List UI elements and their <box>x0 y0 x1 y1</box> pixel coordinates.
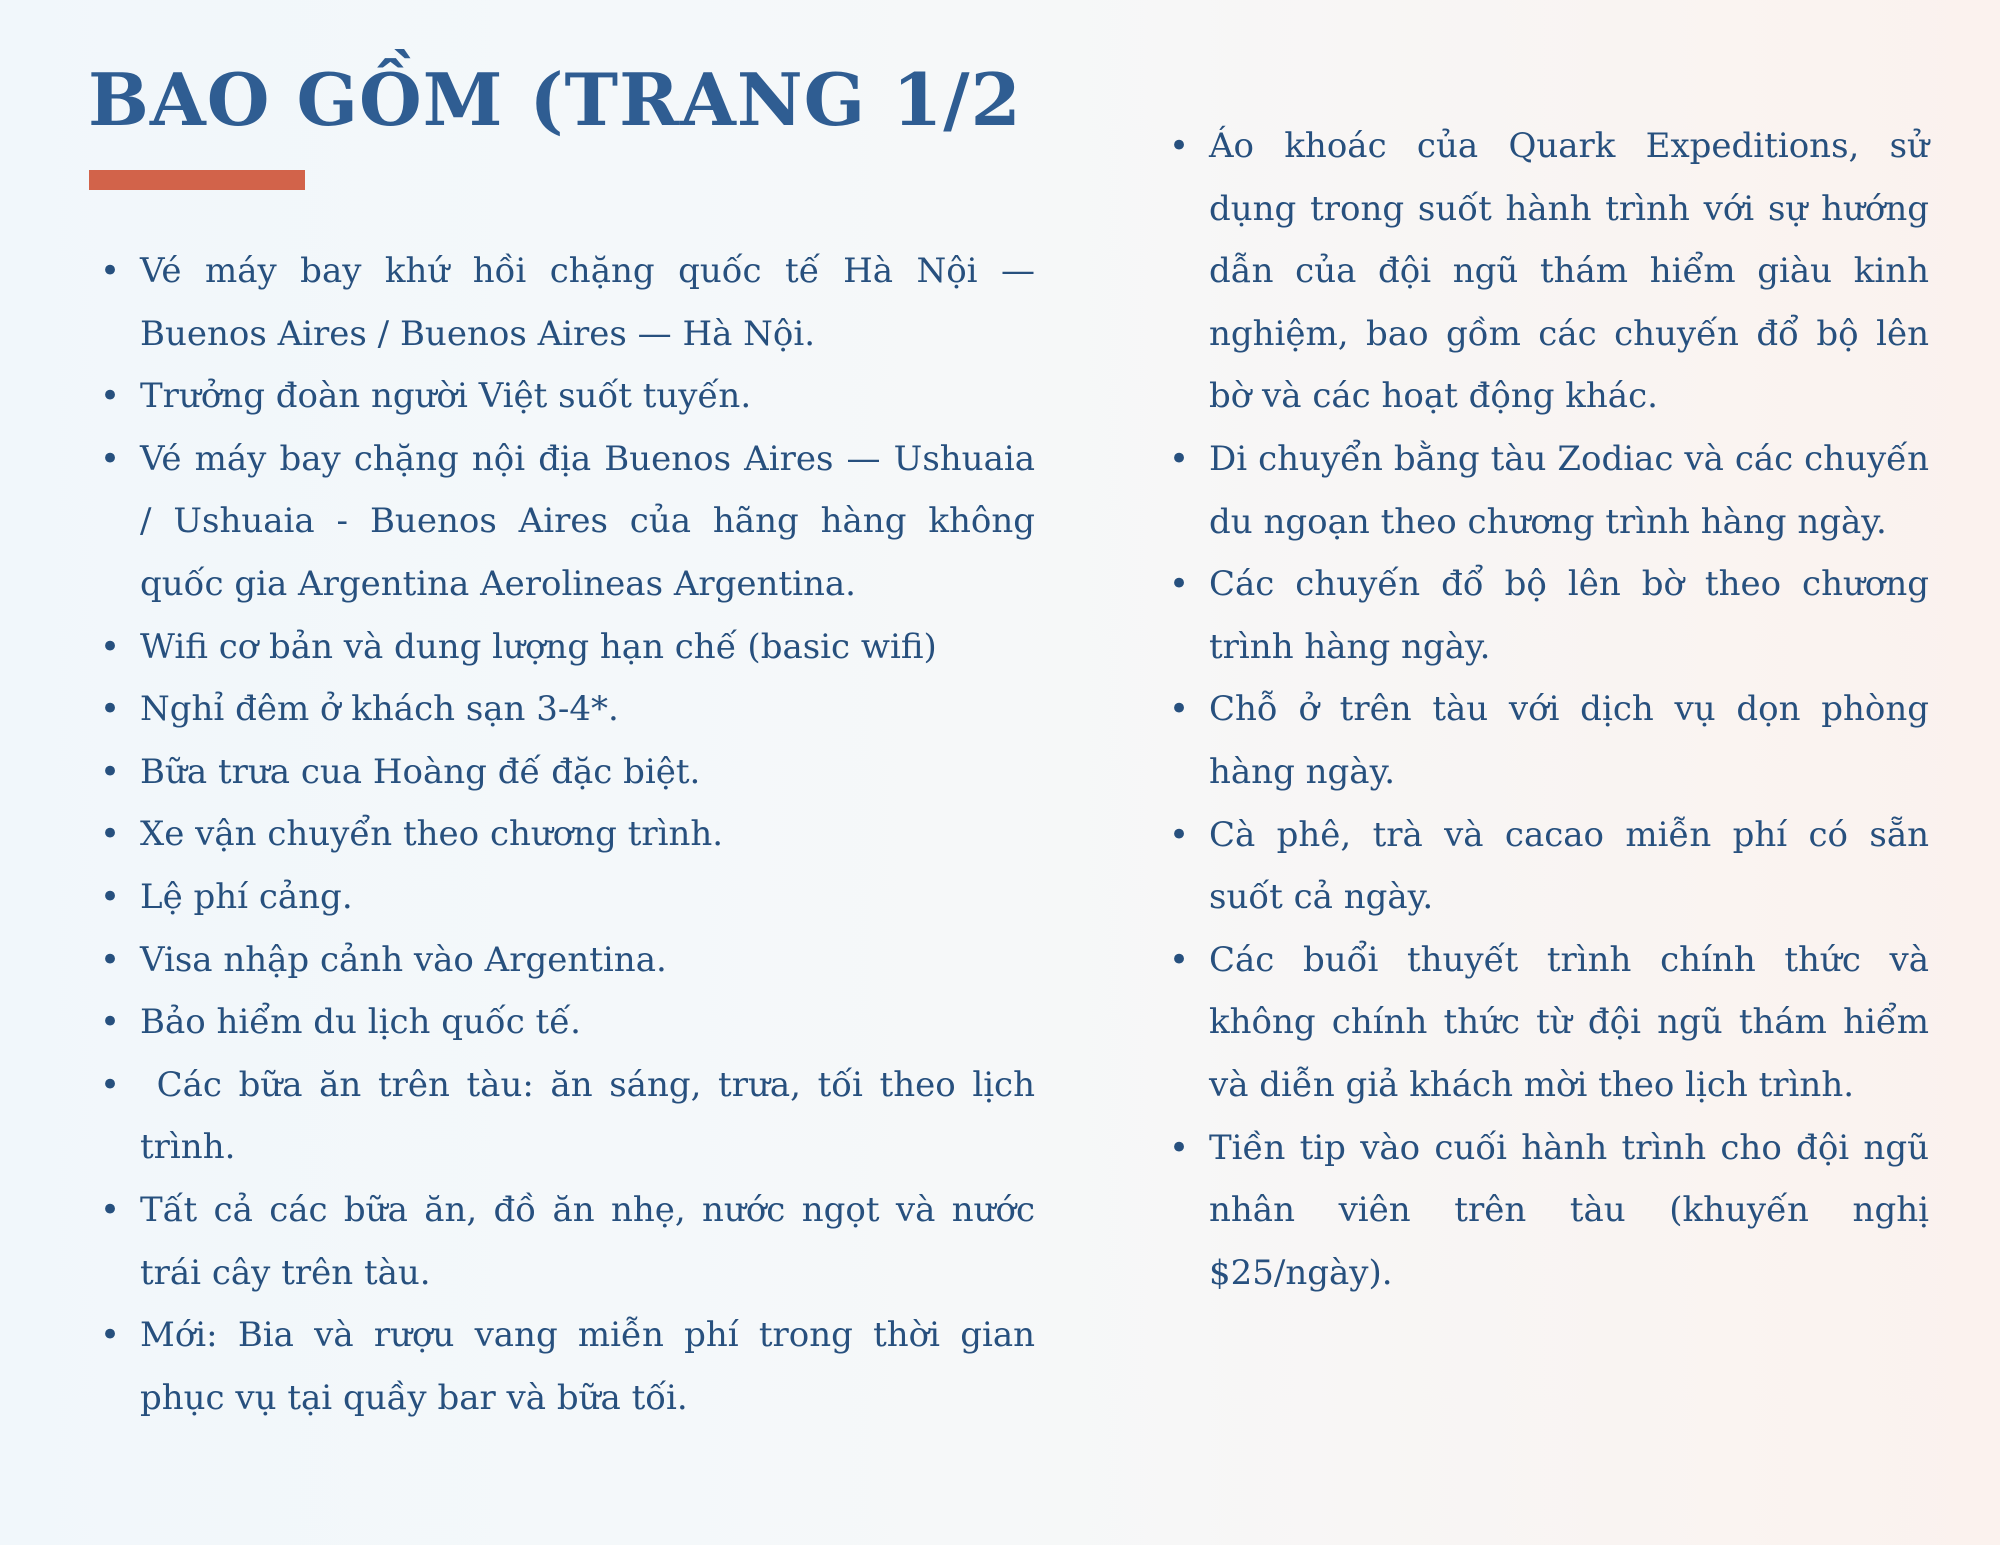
list-item-text: Di chuyển bằng tàu Zodiac và các chuyến du ngoạn theo chương trình hàng ngày. <box>1209 438 1929 542</box>
list-item-text: Bữa trưa cua Hoàng đế đặc biệt. <box>140 751 701 792</box>
list-item-text: Mới: Bia và rượu vang miễn phí trong thời gian phục vụ tại quầy bar và bữa tối. <box>140 1315 1035 1418</box>
list-item-text: Bảo hiểm du lịch quốc tế. <box>140 1002 581 1043</box>
list-item-text: Áo khoác của Quark Expeditions, sử dụng trong suốt hành trình với sự hướng dẫn của đội ngũ thám hiểm giàu kinh nghiệm, bao gồm các chuyến đổ bộ lên bờ và các hoạt động khác. <box>1209 126 1929 417</box>
list-item-text: Nghỉ đêm ở khách sạn 3-4*. <box>140 689 619 730</box>
list-item <box>100 929 1035 992</box>
inclusions-list-left <box>100 240 1046 1429</box>
list-item <box>1169 678 1929 803</box>
bullet-icon: • <box>1169 939 1190 980</box>
bullet-icon: • <box>100 376 121 417</box>
list-item-text: Cà phê, trà và cacao miễn phí có sẵn suốt cả ngày. <box>1209 814 1929 918</box>
list-item <box>1169 1117 1929 1305</box>
list-item <box>100 428 1035 616</box>
list-item <box>1169 428 1929 553</box>
page-title: BAO GỒM (TRANG 1/2 <box>88 57 1022 142</box>
bullet-icon: • <box>1169 126 1190 166</box>
bullet-icon: • <box>1169 564 1190 605</box>
bullet-icon: • <box>100 939 121 980</box>
list-item <box>100 1054 1046 1179</box>
list-item <box>100 991 1035 1054</box>
bullet-icon: • <box>1169 1127 1190 1168</box>
list-item-text: Vé máy bay chặng nội địa Buenos Aires — Ushuaia / Ushuaia - Buenos Aires của hãng hàng không quốc gia Argentina Aerolineas Argentina. <box>140 438 1035 604</box>
title-accent-bar <box>89 170 305 190</box>
list-item <box>1169 115 1929 428</box>
bullet-icon: • <box>100 438 121 479</box>
bullet-icon: • <box>1169 689 1190 730</box>
list-item <box>1169 804 1929 929</box>
list-item-text: Các buổi thuyết trình chính thức và không chính thức từ đội ngũ thám hiểm và diễn giả khách mời theo lịch trình. <box>1209 939 1929 1105</box>
list-item-text: Các chuyến đổ bộ lên bờ theo chương trình hàng ngày. <box>1209 564 1929 667</box>
list-item <box>100 1304 1035 1429</box>
list-item-text: Vé máy bay khứ hồi chặng quốc tế Hà Nội — Buenos Aires / Buenos Aires — Hà Nội. <box>140 251 1035 354</box>
bullet-icon: • <box>100 1189 121 1230</box>
list-item-text: Tất cả các bữa ăn, đồ ăn nhẹ, nước ngọt và nước trái cây trên tàu. <box>140 1189 1035 1293</box>
list-item <box>1169 929 1929 1117</box>
list-item-text: Các bữa ăn trên tàu: ăn sáng, trưa, tối theo lịch trình. <box>140 1064 1046 1168</box>
list-item-text: Xe vận chuyển theo chương trình. <box>140 814 724 855</box>
list-item <box>100 741 1035 804</box>
list-item <box>100 240 1035 365</box>
bullet-icon: • <box>100 751 121 792</box>
list-item <box>1169 553 1929 678</box>
bullet-icon: • <box>100 251 121 291</box>
list-item <box>100 678 1035 741</box>
bullet-icon: • <box>100 814 121 855</box>
list-item <box>100 616 1035 679</box>
bullet-icon: • <box>100 626 121 667</box>
list-item-text: Visa nhập cảnh vào Argentina. <box>140 939 667 980</box>
bullet-icon: • <box>1169 814 1190 855</box>
bullet-icon: • <box>100 689 121 730</box>
list-item <box>100 1179 1035 1304</box>
list-item-text: Lệ phí cảng. <box>140 876 353 917</box>
list-item <box>100 866 1035 929</box>
list-item-text: Wifi cơ bản và dung lượng hạn chế (basic wifi) <box>140 626 937 667</box>
bullet-icon: • <box>100 1064 121 1105</box>
list-item-text: Chỗ ở trên tàu với dịch vụ dọn phòng hàng ngày. <box>1209 689 1929 792</box>
list-item <box>100 365 1035 428</box>
bullet-icon: • <box>100 1002 121 1043</box>
list-item <box>100 803 1035 866</box>
bullet-icon: • <box>100 876 121 917</box>
list-item-text: Tiền tip vào cuối hành trình cho đội ngũ nhân viên trên tàu (khuyến nghị $25/ngày). <box>1209 1127 1929 1293</box>
inclusions-list-right <box>1169 115 1929 1304</box>
list-item-text: Trưởng đoàn người Việt suốt tuyến. <box>140 376 752 417</box>
bullet-icon: • <box>1169 438 1190 479</box>
bullet-icon: • <box>100 1315 121 1356</box>
